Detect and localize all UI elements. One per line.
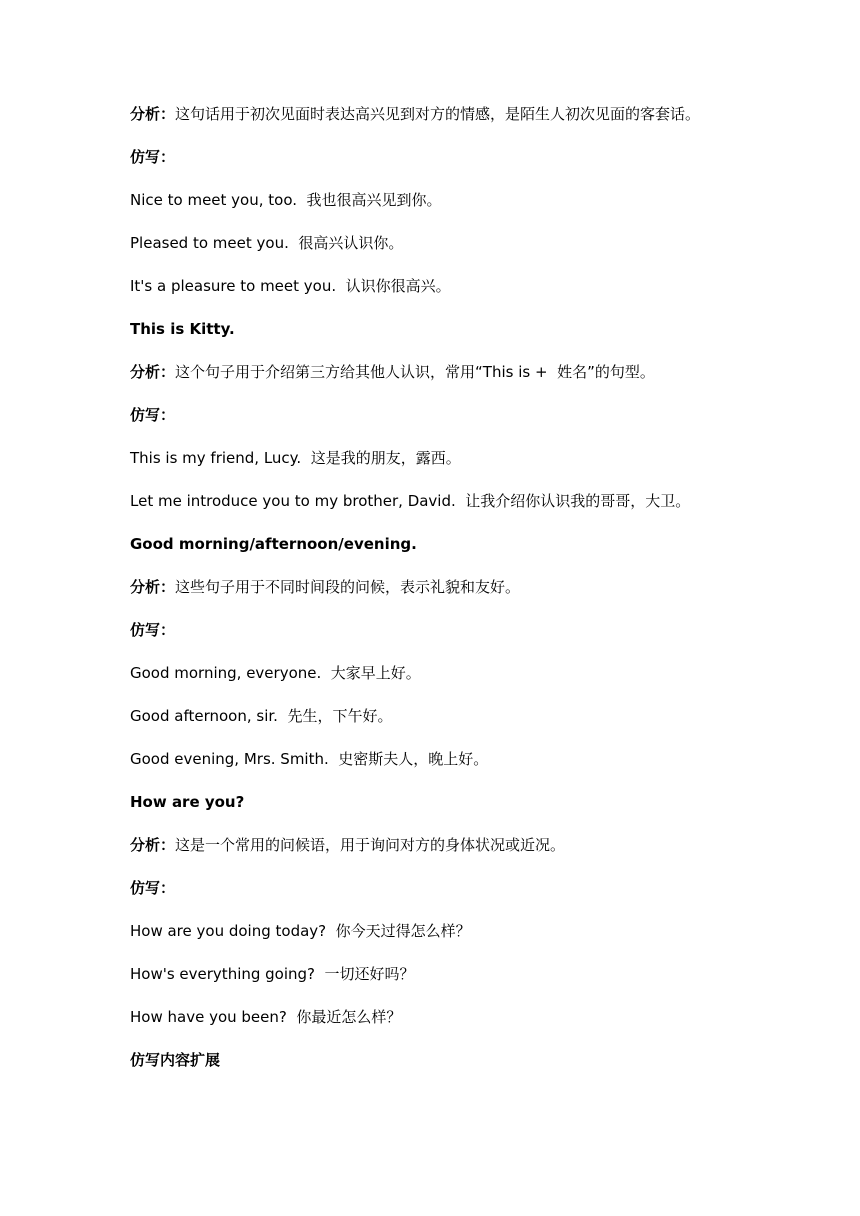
example-sentence: Good evening, Mrs. Smith. 史密斯夫人，晚上好。 — [130, 750, 489, 768]
analysis-text: 这是一个常用的问候语，用于询问对方的身体状况或近况。 — [175, 836, 566, 854]
analysis-paragraph — [130, 576, 740, 598]
example-sentence: This is my friend, Lucy. 这是我的朋友，露西。 — [130, 449, 461, 467]
analysis-paragraph — [130, 361, 740, 383]
analysis-text: 这个句子用于介绍第三方给其他人认识，常用“This is + 姓名”的句型。 — [175, 363, 655, 381]
example-sentence: It's a pleasure to meet you. 认识你很高兴。 — [130, 277, 451, 295]
section-heading: This is Kitty. — [130, 320, 235, 338]
document-page — [130, 103, 740, 1092]
section-heading: Good morning/afternoon/evening. — [130, 535, 417, 553]
section-heading: How are you? — [130, 793, 245, 811]
analysis-paragraph — [130, 834, 740, 856]
example-sentence: How have you been? 你最近怎么样？ — [130, 1008, 402, 1026]
section-heading: 仿写内容扩展 — [130, 1051, 221, 1069]
example-sentence: Good morning, everyone. 大家早上好。 — [130, 664, 421, 682]
analysis-text: 这句话用于初次见面时表达高兴见到对方的情感，是陌生人初次见面的客套话。 — [175, 105, 701, 123]
analysis-label: 分析： — [130, 578, 176, 596]
imitation-label: 仿写： — [130, 621, 176, 639]
example-sentence: How's everything going? 一切还好吗？ — [130, 965, 415, 983]
analysis-label: 分析： — [130, 363, 176, 381]
example-sentence: Pleased to meet you. 很高兴认识你。 — [130, 234, 404, 252]
analysis-paragraph — [130, 103, 740, 125]
example-sentence: Nice to meet you, too. 我也很高兴见到你。 — [130, 191, 442, 209]
analysis-text: 这些句子用于不同时间段的问候，表示礼貌和友好。 — [175, 578, 521, 596]
example-sentence: How are you doing today? 你今天过得怎么样？ — [130, 922, 471, 940]
imitation-label: 仿写： — [130, 148, 176, 166]
analysis-label: 分析： — [130, 836, 176, 854]
example-sentence: Good afternoon, sir. 先生，下午好。 — [130, 707, 393, 725]
imitation-label: 仿写： — [130, 879, 176, 897]
imitation-label: 仿写： — [130, 406, 176, 424]
analysis-label: 分析： — [130, 105, 176, 123]
example-sentence: Let me introduce you to my brother, David. 让我介绍你认识我的哥哥，大卫。 — [130, 492, 691, 510]
